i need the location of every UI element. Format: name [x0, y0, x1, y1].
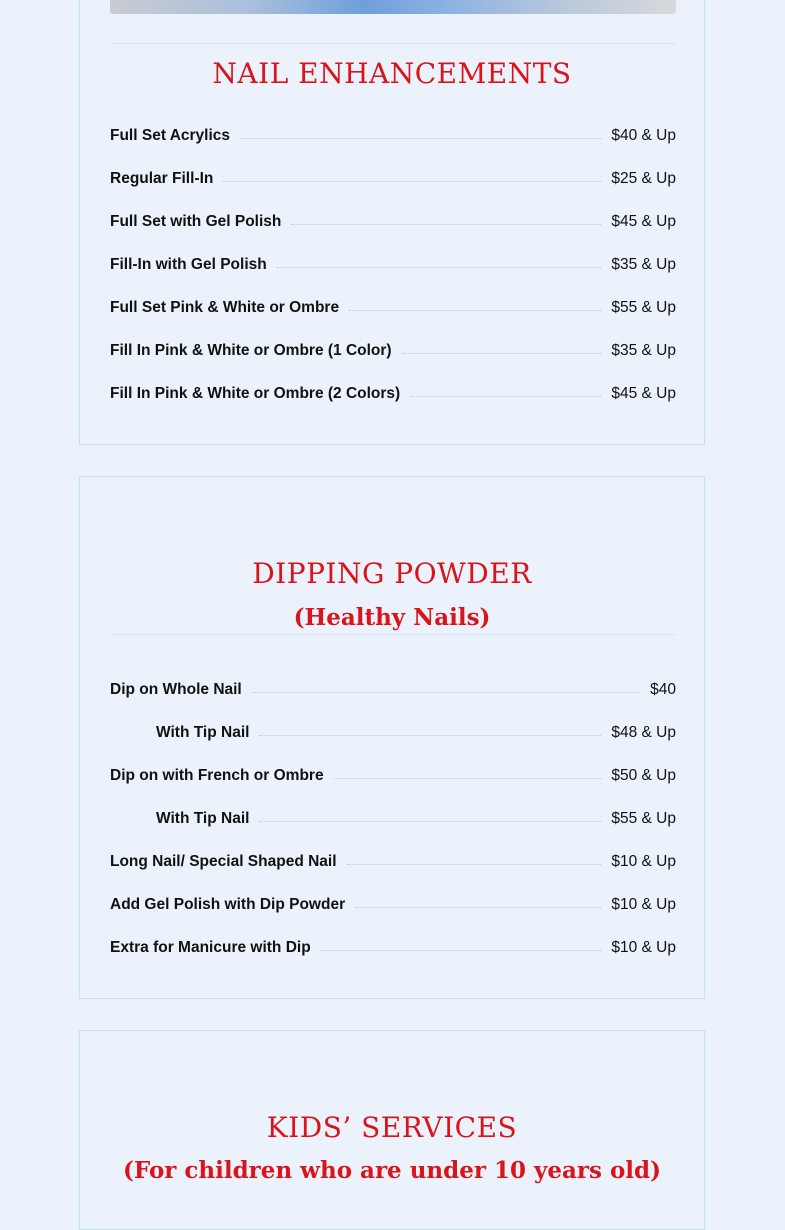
menu-item-name: Long Nail/ Special Shaped Nail	[110, 853, 337, 870]
menu-item-name: Full Set Acrylics	[110, 127, 231, 144]
menu-item	[110, 254, 676, 276]
menu-item-price: $25 & Up	[611, 170, 676, 187]
menu-item-name: Full Set with Gel Polish	[110, 213, 282, 230]
dot-leader	[277, 267, 602, 268]
menu-item	[110, 679, 676, 701]
menu-item-name: Add Gel Polish with Dip Powder	[110, 896, 346, 913]
menu-item	[110, 211, 676, 233]
menu-item-name: Regular Fill-In	[110, 170, 214, 187]
section-title: DIPPING POWDER	[252, 557, 532, 590]
dot-leader	[349, 310, 601, 311]
menu-item-price: $35 & Up	[611, 256, 676, 273]
menu-item	[110, 125, 676, 147]
menu-item-price: $10 & Up	[611, 853, 676, 870]
menu-item-price: $10 & Up	[611, 939, 676, 956]
menu-item-price: $40 & Up	[611, 127, 676, 144]
menu-item-price: $48 & Up	[611, 724, 676, 741]
menu-item-name: Dip on with French or Ombre	[110, 767, 324, 784]
menu-item	[110, 340, 676, 362]
menu-item-name: Extra for Manicure with Dip	[110, 939, 311, 956]
dot-leader	[410, 396, 601, 397]
menu-item-name: With Tip Nail	[156, 724, 250, 741]
menu-item-name: Fill In Pink & White or Ombre (1 Color)	[110, 342, 392, 359]
menu-item-price: $45 & Up	[611, 213, 676, 230]
dot-leader	[240, 138, 601, 139]
dot-leader	[321, 950, 602, 951]
section-title: KIDS’ SERVICES	[266, 1111, 518, 1144]
menu-item-price: $55 & Up	[611, 810, 676, 827]
menu-item	[110, 722, 676, 744]
menu-item-name: Dip on Whole Nail	[110, 681, 242, 698]
dot-leader	[355, 907, 601, 908]
menu-item-name: With Tip Nail	[156, 810, 250, 827]
dot-leader	[334, 778, 602, 779]
dot-leader	[402, 353, 602, 354]
divider	[110, 634, 676, 635]
dot-leader	[259, 735, 601, 736]
menu-item	[110, 297, 676, 319]
menu-item-price: $40	[650, 681, 676, 698]
dot-leader	[291, 224, 601, 225]
menu-item	[110, 808, 676, 830]
dot-leader	[347, 864, 602, 865]
menu-item-name: Fill In Pink & White or Ombre (2 Colors)	[110, 385, 401, 402]
dot-leader	[252, 692, 640, 693]
dot-leader	[259, 821, 601, 822]
menu-item-price: $35 & Up	[611, 342, 676, 359]
menu-item	[110, 168, 676, 190]
nail-photo-image	[110, 0, 676, 14]
menu-item	[110, 383, 676, 405]
menu-item-price: $10 & Up	[611, 896, 676, 913]
menu-item-price: $55 & Up	[611, 299, 676, 316]
kids-services-card	[79, 1030, 705, 1230]
dipping-powder-card	[79, 476, 705, 999]
menu-item-price: $45 & Up	[611, 385, 676, 402]
section-subtitle: (Healthy Nails)	[293, 604, 491, 631]
section-subtitle: (For children who are under 10 years old)	[122, 1157, 662, 1184]
menu-item-price: $50 & Up	[611, 767, 676, 784]
section-title: NAIL ENHANCEMENTS	[212, 57, 572, 90]
nail-enhancements-card	[79, 0, 705, 445]
menu-item-name: Fill-In with Gel Polish	[110, 256, 267, 273]
menu-item	[110, 894, 676, 916]
menu-item	[110, 765, 676, 787]
menu-item	[110, 937, 676, 959]
menu-item	[110, 851, 676, 873]
divider	[110, 43, 676, 44]
dot-leader	[223, 181, 601, 182]
menu-item-name: Full Set Pink & White or Ombre	[110, 299, 340, 316]
